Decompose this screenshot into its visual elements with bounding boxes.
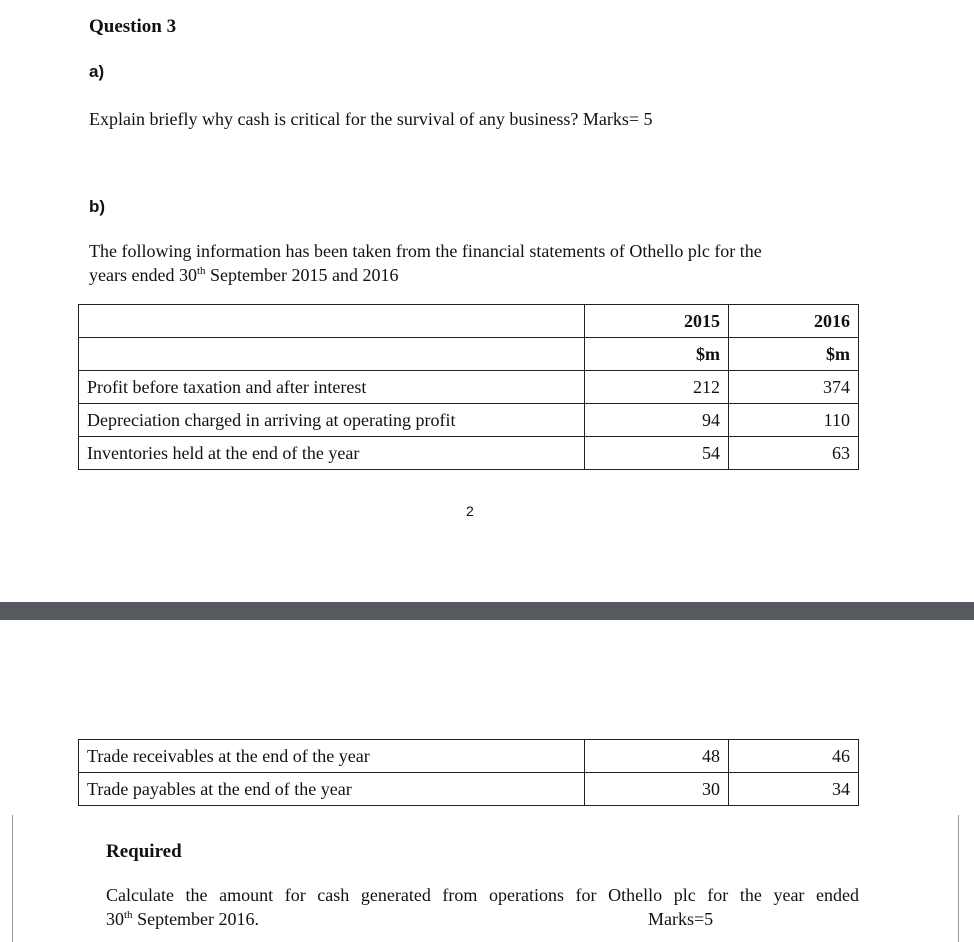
financial-table [78,304,859,470]
row-value-2016: 63 [729,437,859,470]
row-value-2015: 54 [585,437,729,470]
part-b-intro-line2: years ended 30th September 2015 and 2016 [89,265,399,285]
row-label: Depreciation charged in arriving at operating profit [79,404,585,437]
page-edge-left [12,815,13,942]
unit-header-2016: $m [729,338,859,371]
page-number: 2 [466,503,474,519]
row-value-2016: 34 [729,773,859,806]
row-label: Trade payables at the end of the year [79,773,585,806]
table-cell-empty [79,338,585,371]
row-value-2015: 94 [585,404,729,437]
year-header-2016: 2016 [729,305,859,338]
row-value-2015: 48 [585,740,729,773]
part-b-intro-line1: The following information has been taken from the financial statements of Othello plc for the [89,241,762,261]
table-cell-empty [79,305,585,338]
question-title: Question 3 [89,16,177,37]
row-label: Trade receivables at the end of the year [79,740,585,773]
table-row [79,773,859,806]
row-value-2016: 110 [729,404,859,437]
page-edge-right [958,815,959,942]
table-row [79,437,859,470]
year-header-2015: 2015 [585,305,729,338]
row-value-2015: 30 [585,773,729,806]
table-row [79,740,859,773]
table-header-row [79,305,859,338]
part-a-label: a) [89,62,105,81]
required-line2: 30th September 2016. [106,909,260,929]
table-row [79,371,859,404]
page-divider [0,602,974,620]
required-marks: Marks=5 [648,909,714,929]
row-label: Inventories held at the end of the year [79,437,585,470]
part-a-question: Explain briefly why cash is critical for the survival of any business? Marks= 5 [89,109,653,129]
row-value-2015: 212 [585,371,729,404]
row-label: Profit before taxation and after interest [79,371,585,404]
required-line1: Calculate the amount for cash generated from operations for Othello plc for the year ended [106,885,859,905]
table-row [79,404,859,437]
part-b-label: b) [89,197,106,216]
financial-table-continued [78,739,859,806]
row-value-2016: 46 [729,740,859,773]
unit-header-2015: $m [585,338,729,371]
row-value-2016: 374 [729,371,859,404]
required-heading: Required [106,841,182,862]
table-unit-row [79,338,859,371]
